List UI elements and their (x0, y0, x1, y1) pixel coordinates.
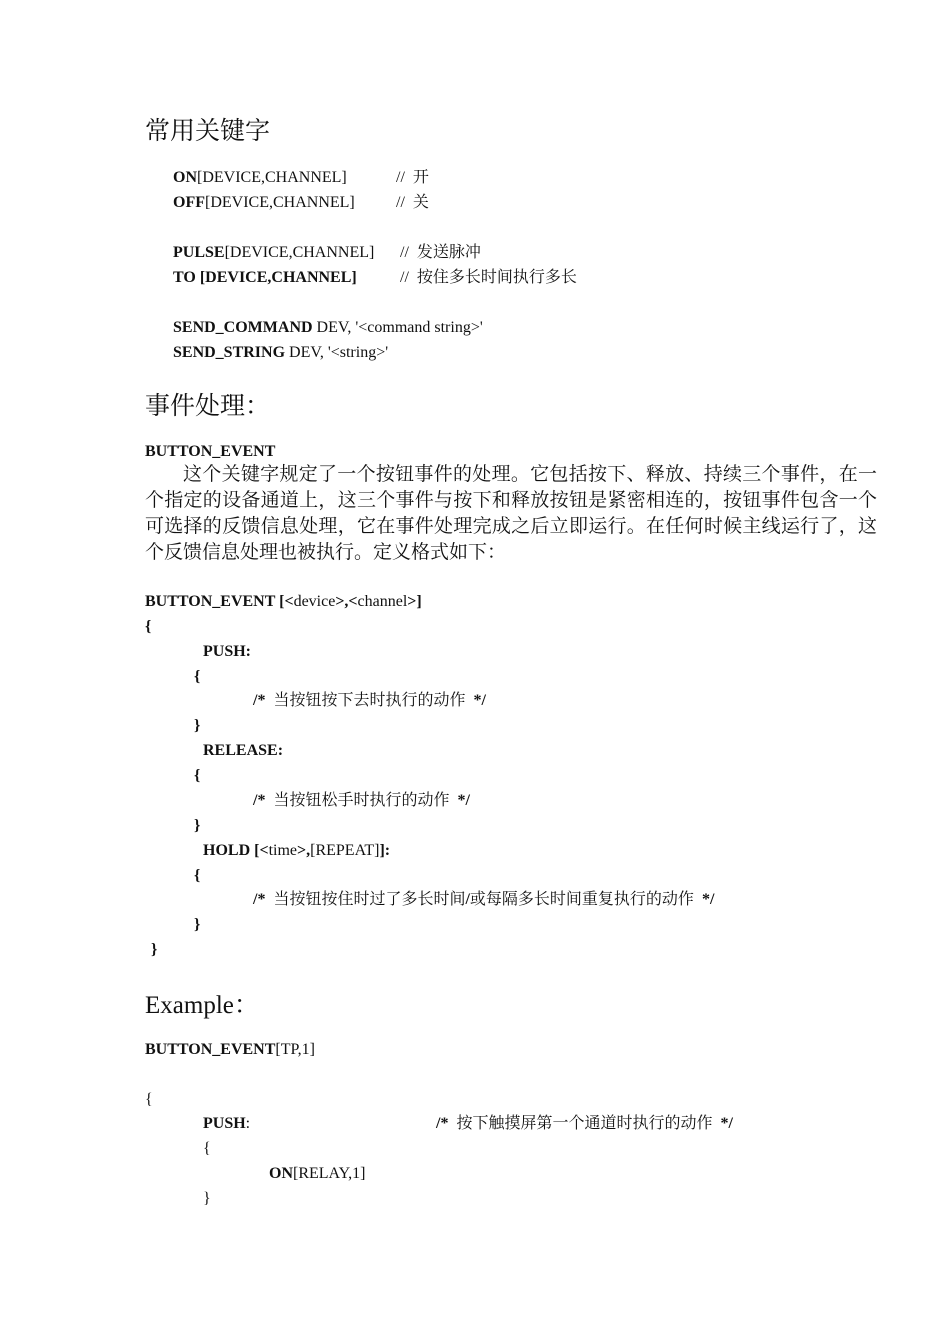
keywords-heading: 常用关键字 (145, 118, 271, 145)
syntax-decl-device: device (293, 593, 336, 610)
example-push-colon: : (245, 1115, 251, 1132)
syntax-push-close (194, 716, 200, 736)
on-keyword: ON (173, 169, 197, 186)
send-string-line (173, 343, 388, 363)
hold-repeat: [REPEAT] (310, 842, 380, 859)
example-decl-args: [TP,1] (275, 1041, 315, 1058)
push-comment-text: 当按钮按下去时执行的动作 (265, 692, 474, 709)
syntax-push-close-text: } (194, 717, 201, 734)
to-close: ] (351, 269, 357, 286)
example-push-label (203, 1114, 250, 1134)
syntax-release-comment (253, 791, 470, 811)
to-keyword: TO [ (173, 269, 206, 286)
release-comment-end: */ (457, 792, 470, 809)
off-comment: // 关 (396, 194, 429, 211)
syntax-release-open (194, 766, 200, 786)
hold-comment-slash: / (465, 891, 470, 908)
hold-comment-end: */ (701, 891, 715, 908)
example-on-line (269, 1164, 365, 1184)
hold-time: time (268, 842, 297, 859)
hold-label-end: ]: (379, 842, 391, 859)
to-args: DEVICE,CHANNEL (205, 269, 352, 286)
syntax-release-close (194, 816, 200, 836)
hold-label-start: HOLD [< (203, 842, 269, 859)
example-comment-text: 按下触摸屏第一个通道时执行的动作 (448, 1115, 721, 1132)
button-event-title (145, 442, 275, 462)
syntax-release-label (203, 741, 283, 761)
syntax-hold-open (194, 866, 200, 886)
syntax-hold-comment (253, 890, 714, 910)
syntax-hold-close (194, 915, 200, 935)
syntax-open-brace (145, 617, 151, 637)
syntax-push-open-text: { (194, 668, 201, 685)
release-comment-start: /* (253, 792, 266, 809)
syntax-release-close-text: } (194, 817, 201, 834)
send-command-args: DEV, '<command string>' (312, 319, 483, 336)
hold-comment-text-b: 或每隔多长时间重复执行的动作 (469, 891, 702, 908)
off-keyword: OFF (173, 194, 205, 211)
syntax-decl-keyword: BUTTON_EVENT [< (145, 593, 294, 610)
example-on-keyword: ON (269, 1165, 293, 1182)
to-comment: // 按住多长时间执行多长 (400, 269, 577, 286)
send-string-args: DEV, '<string>' (285, 344, 389, 361)
hold-comment-start: /* (253, 891, 266, 908)
events-heading: 事件处理： (145, 393, 271, 420)
example-open-brace: { (145, 1091, 153, 1108)
send-command-keyword: SEND_COMMAND (173, 319, 313, 336)
syntax-decl-end: >] (407, 593, 422, 610)
send-command-line (173, 318, 483, 338)
syntax-decl-channel: channel (357, 593, 408, 610)
example-comment-start: /* (436, 1115, 449, 1132)
syntax-push-comment (253, 691, 486, 711)
on-comment: // 开 (396, 169, 429, 186)
hold-comment-text-a: 当按钮按住时过了多长时间 (265, 891, 466, 908)
syntax-release-open-text: { (194, 767, 201, 784)
pulse-args: [DEVICE,CHANNEL] (224, 244, 375, 261)
on-line (173, 168, 347, 188)
syntax-open-brace-text: { (145, 618, 152, 635)
push-comment-end: */ (473, 692, 486, 709)
example-comment-end: */ (720, 1115, 733, 1132)
example-on-args: [RELAY,1] (293, 1165, 366, 1182)
example-heading: Example： (145, 992, 259, 1019)
syntax-push-label (203, 642, 251, 662)
example-declaration (145, 1040, 315, 1060)
syntax-hold-open-text: { (194, 867, 201, 884)
pulse-comment: // 发送脉冲 (400, 244, 481, 261)
on-args: [DEVICE,CHANNEL] (197, 169, 347, 186)
syntax-close-brace (151, 940, 157, 960)
button-event-description: 这个关键字规定了一个按钮事件的处理。它包括按下、释放、持续三个事件，在一个指定的设备通道上，这三个事件与按下和释放按钮是紧密相连的，按钮事件包含一个可选择的反馈信息处理，它在事件处理完成之后立即运行。在任何时候主线运行了，这个反馈信息处理也被执行。定义格式如下： (145, 464, 877, 563)
example-push-open: { (203, 1140, 211, 1157)
hold-label-mid: >, (297, 842, 311, 859)
syntax-push-label-text: PUSH: (203, 643, 251, 660)
syntax-decl-separator: >,< (335, 593, 358, 610)
pulse-line (173, 243, 374, 263)
example-decl-keyword: BUTTON_EVENT (145, 1041, 276, 1058)
example-push-keyword: PUSH (203, 1115, 246, 1132)
to-line (173, 268, 357, 288)
push-comment-start: /* (253, 692, 266, 709)
release-comment-text: 当按钮松手时执行的动作 (265, 792, 458, 809)
syntax-release-label-text: RELEASE: (203, 742, 284, 759)
send-string-keyword: SEND_STRING (173, 344, 286, 361)
off-line (173, 193, 355, 213)
button-event-title-text: BUTTON_EVENT (145, 443, 276, 460)
off-args: [DEVICE,CHANNEL] (205, 194, 355, 211)
pulse-keyword: PULSE (173, 244, 225, 261)
example-push-close: } (203, 1190, 211, 1207)
syntax-hold-close-text: } (194, 916, 201, 933)
example-push-comment (436, 1114, 733, 1134)
syntax-declaration (145, 592, 422, 612)
syntax-hold-label (203, 841, 390, 861)
syntax-close-brace-text: } (151, 941, 158, 958)
syntax-push-open (194, 667, 200, 687)
